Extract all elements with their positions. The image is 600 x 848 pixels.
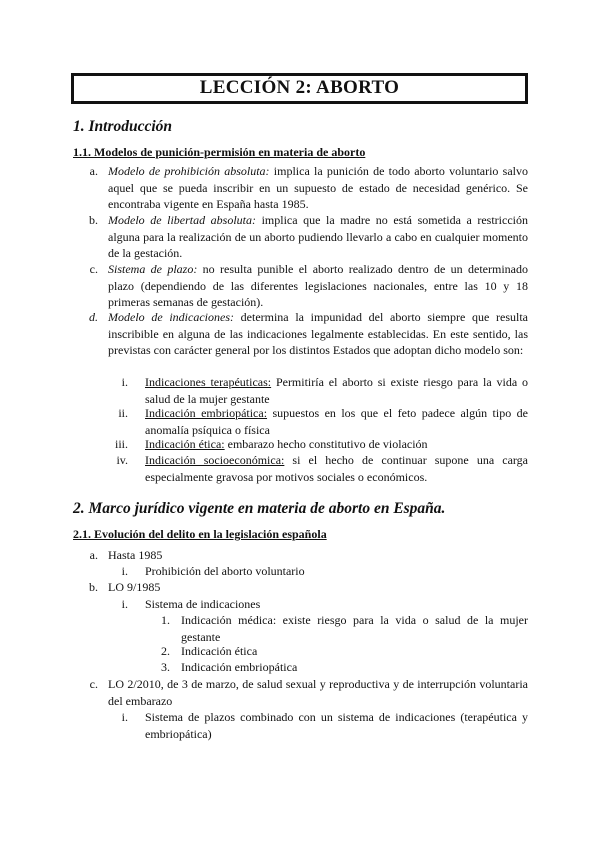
sublist-item-text: si el hecho de continuar supone una carga especialmente gravosa por motivos sociales o económicos. [145, 453, 528, 484]
sublist-item [145, 452, 528, 485]
sublist-item-text: supuestos en los que el feto padece algún tipo de anomalía psíquica o física [145, 406, 528, 437]
sublist-item-term: Indicaciones terapéuticas: [145, 375, 272, 389]
numbered-marker: 2. [161, 644, 170, 658]
list-item: Hasta 1985 [108, 548, 163, 562]
list-marker: c. [89, 677, 98, 691]
sublist-item: Sistema de indicaciones [145, 597, 261, 611]
section2-heading: 2. Marco jurídico vigente en materia de aborto en España. [73, 500, 446, 517]
list-item [108, 163, 528, 213]
list-item [108, 309, 528, 359]
lesson-title: LECCIÓN 2: ABORTO [199, 77, 400, 99]
sublist-item: Sistema de plazos combinado con un sistema de indicaciones (terapéutica y embriopática) [145, 710, 528, 741]
sublist-marker: i. [121, 375, 128, 389]
sublist-item: Prohibición del aborto voluntario [145, 564, 305, 578]
list-marker: b. [89, 580, 98, 594]
sublist-item-term: Indicación socioeconómica: [145, 453, 285, 467]
list-item: LO 2/2010, de 3 de marzo, de salud sexual y reproductiva y de interrupción voluntaria del embarazo [108, 677, 528, 708]
list-item-term: Modelo de prohibición absoluta: [108, 164, 270, 178]
sublist-marker: iv. [116, 453, 128, 467]
sublist-item-term: Indicación embriopática: [145, 406, 268, 420]
list-marker: a. [89, 548, 98, 562]
list-marker: b. [89, 213, 98, 227]
section1-heading: 1. Introducción [73, 118, 173, 135]
list-item-text: implica que la madre no está sometida a restricción alguna para la realización de un aborto pudiendo llevarlo a cabo en cualquier momento de la gestación. [108, 213, 528, 260]
list-item [108, 212, 528, 262]
list-item-text: implica la punición de todo aborto voluntario salvo aquel que se pueda inscribir en un supuesto de estado de necesidad genérico. Se encontraba vigente en España hasta 1985. [108, 164, 528, 211]
numbered-marker: 1. [161, 613, 170, 627]
section1-1-heading: 1.1. Modelos de punición-permisión en materia de aborto [73, 145, 366, 159]
sublist-item-text: Permitiría el aborto si existe riesgo para la vida o salud de la mujer gestante [145, 375, 528, 406]
sublist-marker: i. [121, 710, 128, 724]
sublist-marker: iii. [114, 437, 128, 451]
sublist-item-term: Indicación ética: [145, 437, 225, 451]
numbered-marker: 3. [161, 660, 170, 674]
list-item-text: no resulta punible el aborto realizado dentro de un determinado plazo (dependiendo de las diferentes legislaciones nacionales, entre las 10 y 18 primeras semanas de gestación). [108, 262, 528, 309]
list-item: LO 9/1985 [108, 580, 161, 594]
sublist-item [145, 436, 528, 453]
numbered-item: Indicación ética [181, 644, 258, 658]
numbered-item: Indicación embriopática [181, 660, 298, 674]
list-marker: a. [89, 164, 98, 178]
sublist-item-text: embarazo hecho constitutivo de violación [224, 437, 428, 451]
list-item-term: Modelo de libertad absoluta: [108, 213, 257, 227]
list-item-term: Modelo de indicaciones: [108, 310, 234, 324]
sublist-marker: i. [121, 564, 128, 578]
list-item [108, 261, 528, 311]
list-marker: d. [89, 310, 98, 324]
sublist-item [145, 374, 528, 407]
list-marker: c. [89, 262, 98, 276]
list-item-term: Sistema de plazo: [108, 262, 198, 276]
section2-1-heading: 2.1. Evolución del delito en la legislación española [73, 527, 327, 541]
numbered-item: Indicación médica: existe riesgo para la vida o salud de la mujer gestante [181, 613, 528, 644]
sublist-item [145, 405, 528, 438]
list-item-text: determina la impunidad del aborto siempre que resulta inscribible en alguna de las indicaciones legalmente establecidas. En este sentido, las previstas con carácter general por los distintos Estados que adoptan dicho modelo son: [108, 310, 528, 357]
sublist-marker: i. [121, 597, 128, 611]
lesson-title-box [71, 73, 528, 104]
sublist-marker: ii. [118, 406, 128, 420]
